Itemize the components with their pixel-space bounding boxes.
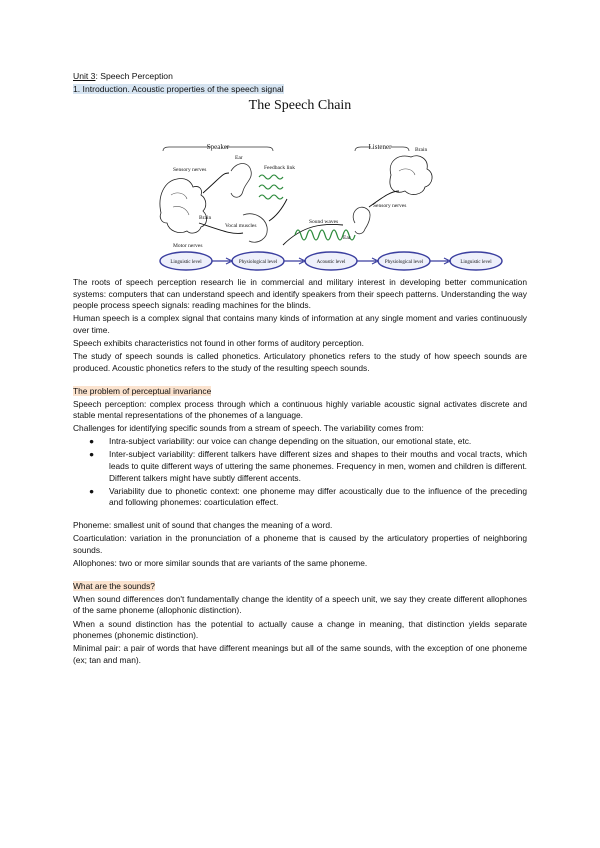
level-arrow-4	[430, 258, 450, 264]
invariance-paragraph: Speech perception: complex process through which a continuous highly variable acoustic signal activates discrete and stable mental representations of the phonemes of a language.	[73, 398, 527, 421]
speaker-brain-outline	[160, 179, 207, 234]
sounds-heading-text: What are the sounds?	[73, 581, 155, 592]
label-sensory-nerves-listener: Sensory nerves	[373, 203, 407, 210]
speaker-ear-shape	[231, 164, 251, 198]
definition-paragraph: Phoneme: smallest unit of sound that changes the meaning of a word.	[73, 520, 333, 531]
speaker-brain-folds	[171, 193, 189, 215]
listener-ear-shape	[353, 207, 370, 234]
level-row	[160, 252, 502, 270]
level-1-label: Linguistic level	[170, 260, 202, 266]
list-item	[89, 485, 527, 509]
intro-paragraph: The roots of speech perception research lie in commercial and military interest in developing better communication systems: computers that can understand speech and identify speakers from their speech patterns. Understanding the way people process speech signals: reading machines for the blinds.	[73, 277, 527, 311]
sounds-paragraph: When sound differences don't fundamentally change the identity of a speech unit, we say they create different allophones of the same phoneme (allophonic distinction).	[73, 593, 527, 616]
sounds-section	[73, 581, 527, 666]
listener-brain-outline	[390, 156, 432, 195]
speech-chain-diagram	[73, 95, 527, 273]
variability-list	[73, 436, 527, 509]
speech-chain-figure	[73, 95, 527, 273]
label-brain-speaker: Brain	[199, 215, 212, 222]
invariance-paragraph: Challenges for identifying specific sounds from a stream of speech. The variability comes from:	[73, 423, 424, 434]
section-1-title-text: 1. Introduction. Acoustic properties of the speech signal	[73, 83, 284, 94]
label-sensory-nerves: Sensory nerves	[173, 167, 207, 174]
unit-label: Unit 3	[73, 71, 96, 81]
level-arrow-2	[284, 258, 305, 264]
feedback-wave	[259, 175, 283, 199]
level-arrow-3	[357, 258, 378, 264]
bullet-icon: ●	[89, 436, 95, 447]
level-5-label: Linguistic level	[460, 260, 492, 266]
section-1-title	[73, 84, 527, 96]
list-item-text: Variability due to phonetic context: one phoneme may differ acoustically due to the influence of the preceding and following phonemes: coarticulation effect.	[109, 485, 527, 508]
arrow-feedback	[269, 199, 287, 221]
document-page	[73, 71, 527, 668]
sounds-paragraph: Minimal pair: a pair of words that have different meanings but all of the same sounds, with the exception of one phoneme (ex; tan and man).	[73, 643, 527, 665]
label-ear-speaker: Ear	[235, 155, 243, 162]
list-item	[89, 449, 527, 484]
sounds-heading	[73, 581, 155, 593]
unit-heading	[73, 71, 527, 83]
label-motor-nerves: Motor nerves	[173, 243, 203, 250]
figure-title: The Speech Chain	[248, 98, 352, 114]
label-vocal-muscles: Vocal muscles	[225, 223, 257, 230]
sounds-paragraph: When a sound distinction has the potential to actually cause a change in meaning, that distinction yields separate phonemes (phonemic distinction).	[73, 618, 527, 641]
listener-label: Listener	[368, 143, 392, 152]
intro-section	[73, 277, 527, 374]
label-feedback-link: Feedback link	[264, 165, 296, 172]
invariance-heading-text: The problem of perceptual invariance	[73, 385, 212, 396]
speaker-label: Speaker	[206, 143, 230, 152]
list-item	[89, 436, 527, 448]
list-item-text: Intra-subject variability: our voice can change depending on the situation, our emotional state, etc.	[109, 436, 472, 447]
unit-title: : Speech Perception	[95, 71, 173, 81]
definition-paragraph: Allophones: two or more similar sounds that are variants of the same phoneme.	[73, 558, 368, 569]
bullet-icon: ●	[89, 449, 95, 460]
arrow-ear-to-brain	[203, 173, 229, 193]
intro-paragraph: The study of speech sounds is called phonetics. Articulatory phonetics refers to the study of how speech sounds are produced. Acoustic phonetics refers to the study of the resulting speech sounds.	[73, 351, 527, 373]
level-2-label: Physiological level	[238, 260, 278, 266]
definition-paragraph: Coarticulation: variation in the pronunciation of a phoneme that is caused by the articulatory properties of neighboring sounds.	[73, 533, 527, 556]
level-4-label: Physiological level	[384, 260, 424, 266]
definitions-section	[73, 520, 527, 569]
listener-brain-folds	[399, 169, 415, 175]
label-brain-listener: Brain	[415, 147, 428, 154]
invariance-section	[73, 386, 527, 509]
level-3-label: Acoustic level	[316, 260, 346, 266]
level-arrow-1	[212, 258, 232, 264]
invariance-heading	[73, 386, 211, 398]
intro-paragraph: Human speech is a complex signal that contains many kinds of information at any single moment and varies continuously over time.	[73, 313, 527, 336]
label-ear-listener: Ear	[343, 235, 351, 242]
intro-paragraph: Speech exhibits characteristics not found in other forms of auditory perception.	[73, 338, 364, 349]
list-item-text: Inter-subject variability: different talkers have different sizes and shapes to their mouths and vocal tracts, which leads to quite different ways of uttering the same phonemes. Frequency in men, women and children is different. Different talkers might have subtly different accents.	[109, 449, 527, 483]
bullet-icon: ●	[89, 485, 95, 496]
label-sound-waves: Sound waves	[309, 219, 339, 226]
